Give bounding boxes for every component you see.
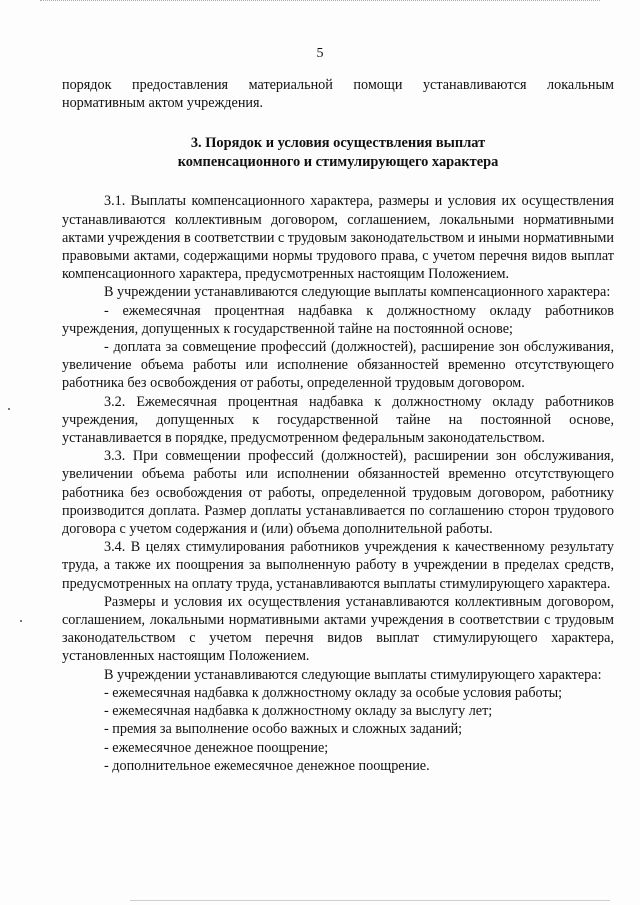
document-body: [62, 76, 614, 775]
scan-top-edge: [40, 0, 600, 3]
page-number: 5: [316, 46, 324, 61]
paragraph-compensation-intro: В учреждении устанавливаются следующие выплаты компенсационного характера:: [104, 284, 611, 301]
paragraph-3-4: 3.4. В целях стимулирования работников учреждения к качественному результату труда, а также их поощрения за выполненную работу в учреждении в пределах средств, предусмотренных на оплату труда, устанавливаются выплаты стимулирующего характера.: [62, 539, 614, 592]
compensation-list-item: - ежемесячная процентная надбавка к должностному окладу работников учреждения, допущенных к государственной тайне на постоянной основе;: [62, 302, 614, 337]
paragraph-3-2: 3.2. Ежемесячная процентная надбавка к должностному окладу работников учреждения, допущенных к государственной тайне на постоянной основе, устанавливается в порядке, предусмотренном федеральным законодательством.: [62, 393, 614, 447]
stimulating-list-item: - дополнительное ежемесячное денежное поощрение.: [104, 757, 430, 774]
section-title-line-2: компенсационного и стимулирующего характера: [177, 154, 499, 171]
paragraph-stimulating-intro: В учреждении устанавливаются следующие выплаты стимулирующего характера:: [104, 666, 602, 683]
stimulating-list-item: - премия за выполнение особо важных и сложных заданий;: [104, 721, 463, 738]
paragraph-stimulating-conditions: Размеры и условия их осуществления устанавливаются коллективным договором, соглашением, локальными нормативными актами учреждения в соответствии с трудовым законодательством с учетом перечня видов выплат стимулирующего характера, установленных настоящим Положением.: [62, 593, 614, 665]
paragraph-3-3: 3.3. При совмещении профессий (должностей), расширении зон обслуживания, увеличении объема работы или исполнении обязанностей временно отсутствующего работника без освобождения от работы, определенной трудовым договором, работнику производится доплата. Размер доплаты устанавливается по соглашению сторон трудового договора с учетом содержания и (или) объема дополнительной работы.: [62, 448, 614, 538]
compensation-list-item: - доплата за совмещение профессий (должностей), расширение зон обслуживания, увеличение объема работы или исполнение обязанностей временно отсутствующего работника без освобождения от работы, определенной трудовым договором.: [62, 339, 614, 392]
scan-speck: [8, 408, 10, 410]
section-heading: [62, 134, 614, 172]
scan-speck: [20, 620, 22, 622]
stimulating-list-item: - ежемесячное денежное поощрение;: [104, 739, 329, 756]
section-title-line-1: 3. Порядок и условия осуществления выплат: [190, 135, 486, 152]
stimulating-list-item: - ежемесячная надбавка к должностному окладу за выслугу лет;: [104, 703, 493, 720]
scan-bottom-edge: [130, 900, 610, 901]
stimulating-list-item: - ежемесячная надбавка к должностному окладу за особые условия работы;: [104, 684, 563, 701]
paragraph-3-1: 3.1. Выплаты компенсационного характера, размеры и условия их осуществления устанавливаются коллективным договором, соглашением, локальными нормативными актами учреждения в соответствии с трудовым законодательством и иными нормативными правовыми актами, содержащими нормы трудового права, с учетом перечня видов выплат компенсационного характера, предусмотренных настоящим Положением.: [62, 193, 614, 283]
intro-paragraph: порядок предоставления материальной помощи устанавливаются локальным нормативным актом учреждения.: [62, 77, 614, 112]
